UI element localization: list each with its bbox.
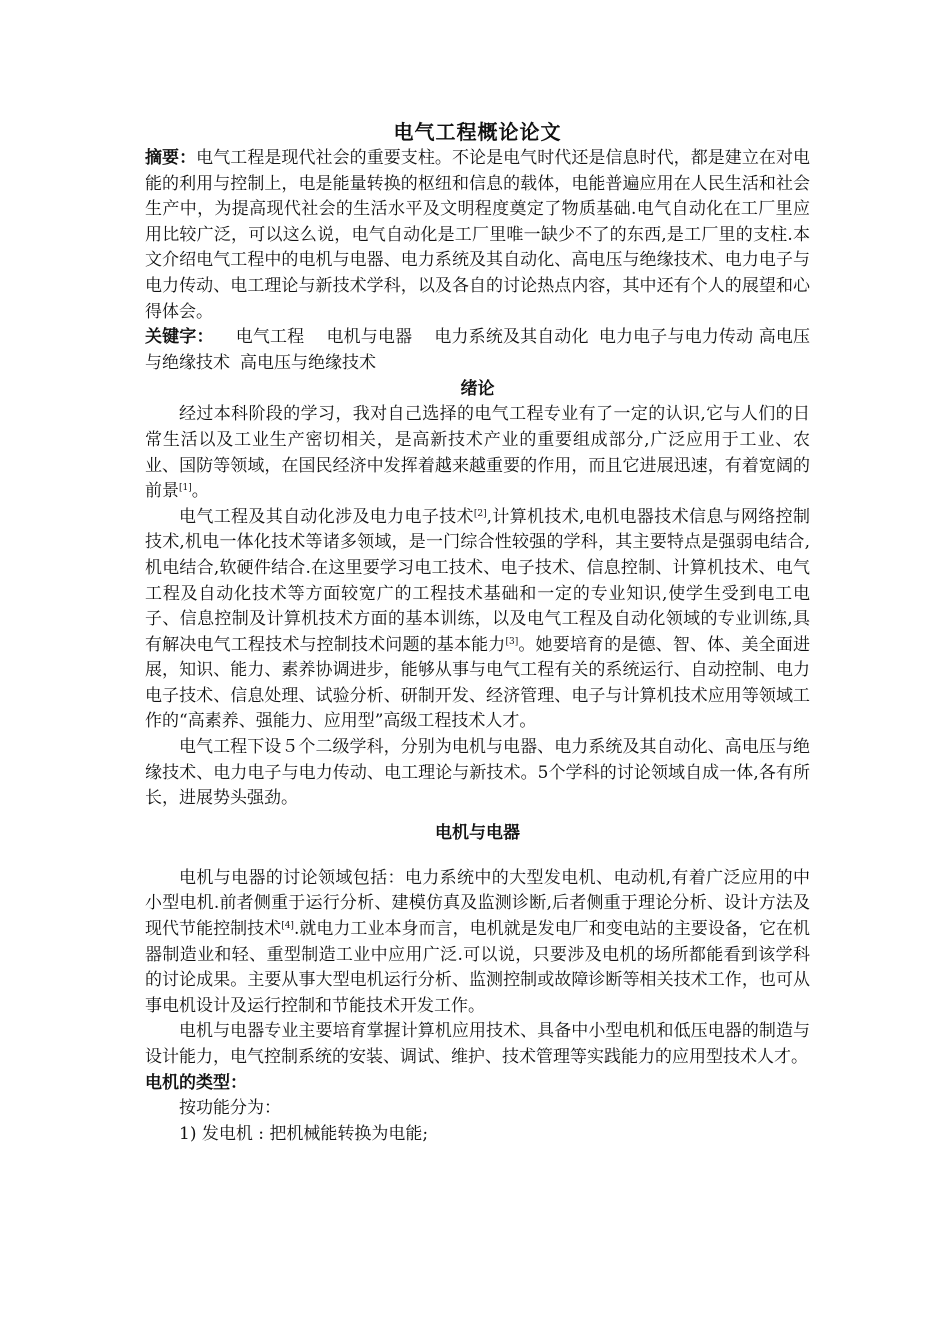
motors-paragraph-1: 电机与电器的讨论领域包括：电力系统中的大型发电机、电动机,有着广泛应用的中小型电机.前者侧重于运行分析、建模仿真及监测诊断,后者侧重于理论分析、设计方法及现代节能控制技术[4].就电力工业本身而言，电机就是发电厂和变电站的主要设备，它在机器制造业和轻、重型制造工业中应用广泛.可以说，只要涉及电机的场所都能看到该学科的讨论成果。主要从事大型电机运行分析、监测控制或故障诊断等相关技术工作，也可从事电机设计及运行控制和节能技术开发工作。 — [145, 867, 811, 1016]
abstract — [145, 146, 810, 325]
keyword: 高电压与绝缘技术 — [240, 352, 376, 373]
keyword: 电力系统及其自动化 — [434, 327, 589, 348]
citation-2: [2] — [473, 508, 487, 519]
keyword: 高电压与绝缘技术 — [145, 327, 811, 373]
motor-types-heading: 电机的类型： — [145, 1072, 247, 1093]
abstract-label: 摘要： — [145, 148, 197, 168]
keyword: 电力电子与电力传动 — [598, 327, 754, 348]
keywords-label: 关键字： — [145, 327, 214, 348]
section-heading-intro: 绪论 — [460, 379, 495, 400]
keyword: 电气工程 — [235, 327, 305, 348]
section-heading-motors: 电机与电器 — [435, 822, 520, 843]
citation-1: [1] — [179, 483, 192, 494]
keywords — [145, 325, 810, 376]
document-title: 电气工程概论论文 — [393, 120, 562, 144]
document-page — [145, 118, 810, 1147]
classification-line: 按功能分为： — [179, 1098, 281, 1119]
intro-paragraph-1: 经过本科阶段的学习，我对自己选择的电气工程专业有了一定的认识,它与人们的日常生活以及工业生产密切相关，是高新技术产业的重要组成部分,广泛应用于工业、农业、国防等领域，在国民经济中发挥着越来越重要的作用，而且它进展迅速，有着宽阔的前景[1]。 — [145, 404, 810, 502]
citation-3: [3] — [505, 636, 519, 647]
abstract-text: 电气工程是现代社会的重要支柱。不论是电气时代还是信息时代，都是建立在对电能的利用与控制上，电是能量转换的枢纽和信息的载体，电能普遍应用在人民生活和社会生产中，为提高现代社会的生活水平及文明程度奠定了物质基础.电气自动化在工厂里应用比较广泛，可以这么说，电气自动化是工厂里唯一缺少不了的东西,是工厂里的支柱.本文介绍电气工程中的电机与电器、电力系统及其自动化、高电压与绝缘技术、电力电子与电力传动、电工理论与新技术学科，以及各自的讨论热点内容，其中还有个人的展望和心得体会。 — [145, 148, 811, 322]
keyword: 电机与电器 — [326, 327, 413, 348]
citation-4: [4] — [281, 921, 294, 932]
intro-paragraph-2: 电气工程及其自动化涉及电力电子技术[2],计算机技术,电机电器技术信息与网络控制技术,机电一体化技术等诸多领域，是一门综合性较强的学科，其主要特点是强弱电结合,机电结合,软硬件结合.在这里要学习电工技术、电子技术、信息控制、计算机技术、电气工程及自动化技术等方面较宽广的工程技术基础和一定的专业知识,使学生受到电工电子、信息控制及计算机技术方面的基本训练，以及电气工程及自动化领域的专业训练,具有解决电气工程技术与控制技术问题的基本能力[3]。她要培育的是德、智、体、美全面进展，知识、能力、素养协调进步，能够从事与电气工程有关的系统运行、自动控制、电力电子技术、信息处理、试验分析、研制开发、经济管理、电子与计算机技术应用等领域工作的“高素养、强能力、应用型”高级工程技术人才。 — [145, 506, 810, 732]
motors-paragraph-2: 电机与电器专业主要培育掌握计算机应用技术、具备中小型电机和低压电器的制造与设计能力，电气控制系统的安装、调试、维护、技术管理等实践能力的应用型技术人才。 — [145, 1021, 810, 1067]
list-item: 1) 发电机 : 把机械能转换为电能; — [179, 1123, 429, 1144]
intro-paragraph-3: 电气工程下设５个二级学科，分别为电机与电器、电力系统及其自动化、高电压与绝缘技术、电力电子与电力传动、电工理论与新技术。5个学科的讨论领域自成一体,各有所长，进展势头强劲。 — [145, 737, 810, 809]
